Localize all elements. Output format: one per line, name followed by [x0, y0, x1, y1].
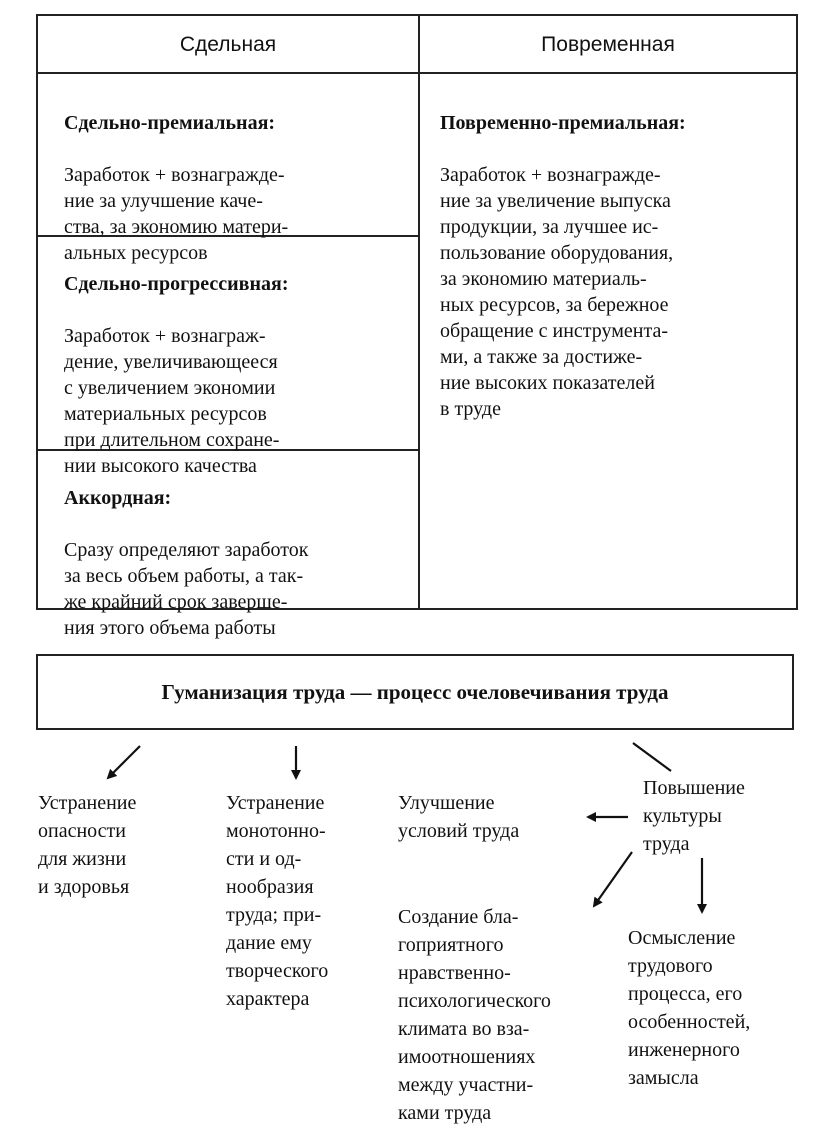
header-piece: Сдельная — [179, 33, 277, 56]
humanization-title-box: Гуманизация труда — процесс очеловечивания труда — [36, 654, 794, 730]
piece-premium-body: Заработок + вознагражде- ние за улучшение каче- ства, за экономию матери- альных ресурсов — [64, 164, 289, 264]
node-danger: Устранение опасности для жизни и здоровья — [38, 792, 137, 898]
node-conditions: Улучшение условий труда — [398, 792, 520, 842]
time-premium-body: Заработок + вознагражде- ние за увеличение выпуска продукции, за лучшее ис- пользование оборудования, за экономию материаль- ных ресурсов, за бережное обращение с инструмента- ми, а также за достиже- ние высоких показателей в труде — [440, 164, 674, 420]
piece-progressive-body: Заработок + вознаграж- дение, увеличивающееся с увеличением экономии материальных ресурсов при длительном сохране- нии высокого качества — [64, 325, 280, 477]
arrow-to-climate — [594, 852, 632, 906]
node-culture: Повышение культуры труда — [643, 777, 745, 855]
header-time: Повременная — [541, 33, 675, 56]
accord-body: Сразу определяют заработок за весь объем работы, а так- же крайний срок заверше- ния этого объема работы — [64, 539, 309, 639]
node-meaning: Осмысление трудового процесса, его особенностей, инженерного замысла — [628, 927, 751, 1089]
node-climate: Создание бла- гоприятного нравственно- психологического климата во вза- имоотношениях между участни- ками труда — [398, 906, 551, 1124]
time-premium-title: Повременно-премиальная: — [440, 112, 686, 134]
piece-progressive-title: Сдельно-прогрессивная: — [64, 273, 289, 295]
accord-title: Аккордная: — [64, 487, 172, 509]
piece-premium-title: Сдельно-премиальная: — [64, 112, 276, 134]
node-monotony: Устранение монотонно- сти и од- нообразия труда; при- дание ему творческого характера — [226, 792, 329, 1010]
line-to-culture — [633, 743, 671, 771]
arrow-to-danger — [108, 746, 140, 778]
